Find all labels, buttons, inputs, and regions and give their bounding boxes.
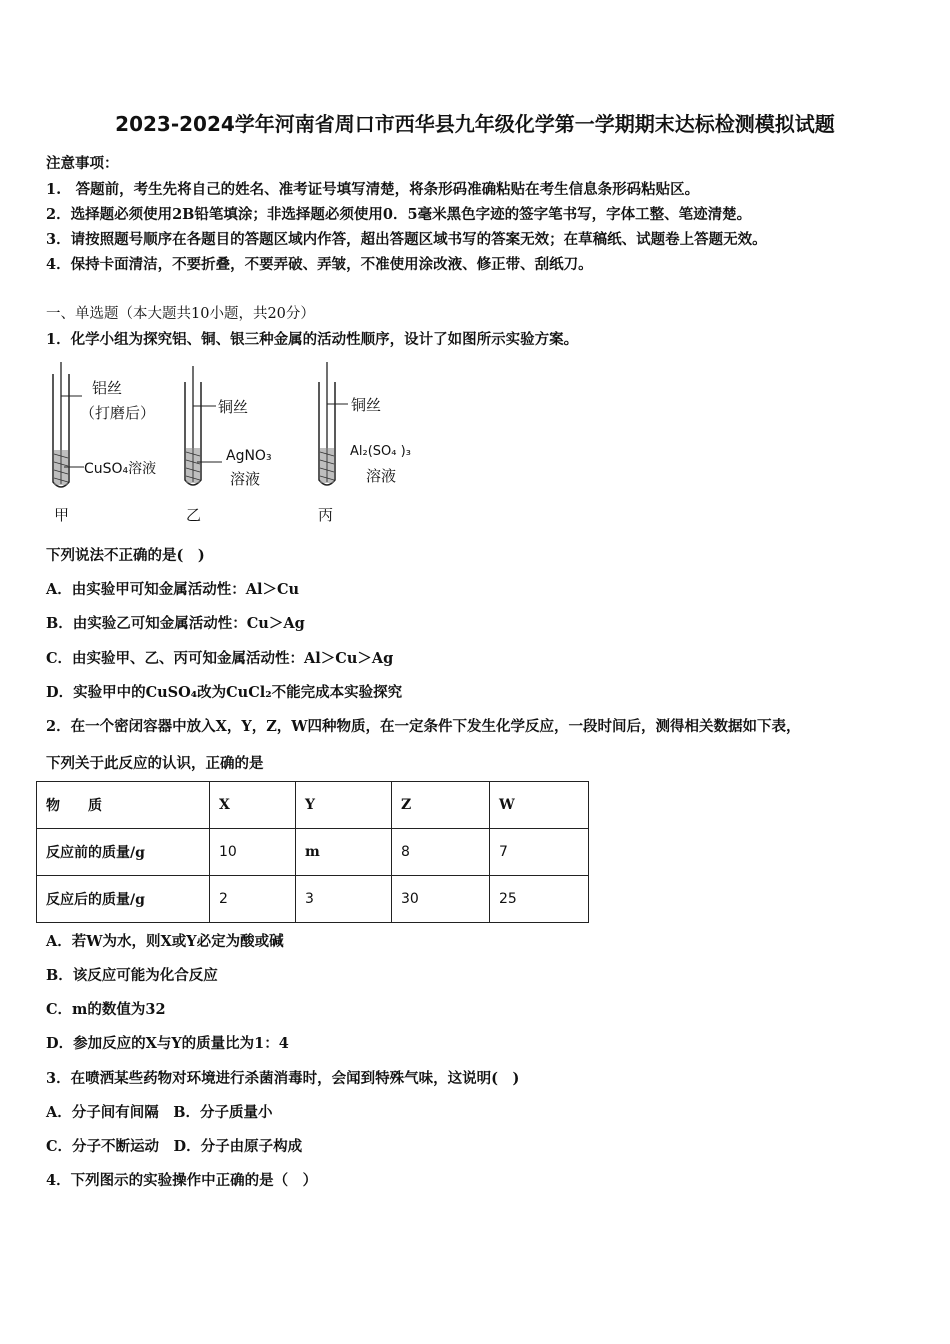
table-cell: 2	[210, 876, 296, 923]
table-header-row	[37, 782, 589, 829]
tube-a-wire-note: （打磨后）	[80, 404, 156, 422]
note-item-4: 4．保持卡面清洁，不要折叠，不要弄破、弄皱，不准使用涂改液、修正带、刮纸刀。	[46, 256, 593, 273]
tube-a	[53, 362, 84, 487]
tube-c-solution-line2: 溶液	[366, 467, 397, 485]
table-cell: 30	[392, 876, 490, 923]
note-item-2: 2．选择题必须使用2B铅笔填涂；非选择题必须使用0．5毫米黑色字迹的签字笔书写，字体工整、笔迹清楚。	[46, 206, 752, 223]
tube-c	[319, 362, 348, 485]
tube-c-wire-label: 铜丝	[351, 396, 382, 414]
tube-c-solution-line1: Al₂(SO₄ )₃	[350, 444, 411, 459]
notes-heading: 注意事项：	[46, 155, 119, 172]
table-header-cell: X	[210, 782, 296, 829]
tube-b-solution-line1: AgNO₃	[226, 448, 272, 464]
table-header-cell: 物 质	[37, 782, 210, 829]
table-cell: 8	[392, 829, 490, 876]
tube-b-caption: 乙	[186, 506, 202, 524]
q2-stem-line2: 下列关于此反应的认识，正确的是	[46, 755, 264, 772]
table-cell: 反应前的质量/g	[37, 829, 210, 876]
test-tube-figure	[40, 352, 440, 532]
table-cell: 3	[296, 876, 392, 923]
q2-option-b: B．该反应可能为化合反应	[46, 967, 218, 984]
table-header-cell: Z	[392, 782, 490, 829]
tube-b-wire-label: 铜丝	[218, 398, 249, 416]
table-cell: 25	[490, 876, 589, 923]
table-row	[37, 829, 589, 876]
q4-stem: 4．下列图示的实验操作中正确的是（ ）	[46, 1172, 318, 1189]
table-cell: 10	[210, 829, 296, 876]
q1-stem: 1．化学小组为探究铝、铜、银三种金属的活动性顺序，设计了如图所示实验方案。	[46, 331, 579, 348]
q2-data-table	[36, 781, 589, 923]
q2-option-d: D．参加反应的X与Y的质量比为1：4	[46, 1035, 289, 1052]
q2-option-a: A．若W为水，则X或Y必定为酸或碱	[46, 933, 284, 950]
q3-options-line2: C．分子不断运动 D．分子由原子构成	[46, 1138, 303, 1155]
table-header-cell: W	[490, 782, 589, 829]
section-heading: 一、单选题（本大题共10小题，共20分）	[46, 306, 315, 322]
tube-a-caption: 甲	[54, 506, 70, 524]
q1-option-c: C．由实验甲、乙、丙可知金属活动性：Al＞Cu＞Ag	[46, 650, 394, 667]
q2-option-c: C．m的数值为32	[46, 1001, 166, 1018]
note-item-3: 3．请按照题号顺序在各题目的答题区域内作答，超出答题区域书写的答案无效；在草稿纸、试题卷上答题无效。	[46, 231, 767, 248]
q1-option-d: D．实验甲中的CuSO₄改为CuCl₂不能完成本实验探究	[46, 684, 403, 701]
note-item-1: 1. 答题前，考生先将自己的姓名、准考证号填写清楚，将条形码准确粘贴在考生信息条形码粘贴区。	[46, 181, 700, 198]
table-cell: 反应后的质量/g	[37, 876, 210, 923]
q1-prompt: 下列说法不正确的是( )	[46, 547, 205, 564]
tube-a-wire-label: 铝丝	[92, 379, 123, 397]
table-cell: 7	[490, 829, 589, 876]
page-title: 2023-2024学年河南省周口市西华县九年级化学第一学期期末达标检测模拟试题	[115, 112, 835, 136]
table-header-cell: Y	[296, 782, 392, 829]
q1-option-a: A．由实验甲可知金属活动性：Al＞Cu	[46, 581, 300, 598]
tube-c-caption: 丙	[318, 506, 334, 524]
q3-options-line1: A．分子间有间隔 B．分子质量小	[46, 1104, 273, 1121]
table-row	[37, 876, 589, 923]
tube-a-solution-label: CuSO₄溶液	[84, 461, 157, 477]
q1-option-b: B．由实验乙可知金属活动性：Cu＞Ag	[46, 615, 305, 632]
tube-b	[185, 366, 222, 485]
table-cell: m	[296, 829, 392, 876]
q2-stem-line1: 2．在一个密闭容器中放入X，Y，Z，W四种物质，在一定条件下发生化学反应，一段时间后，测得相关数据如下表，	[46, 718, 801, 735]
q3-stem: 3．在喷洒某些药物对环境进行杀菌消毒时，会闻到特殊气味，这说明( )	[46, 1070, 520, 1087]
tube-b-solution-line2: 溶液	[230, 470, 261, 488]
